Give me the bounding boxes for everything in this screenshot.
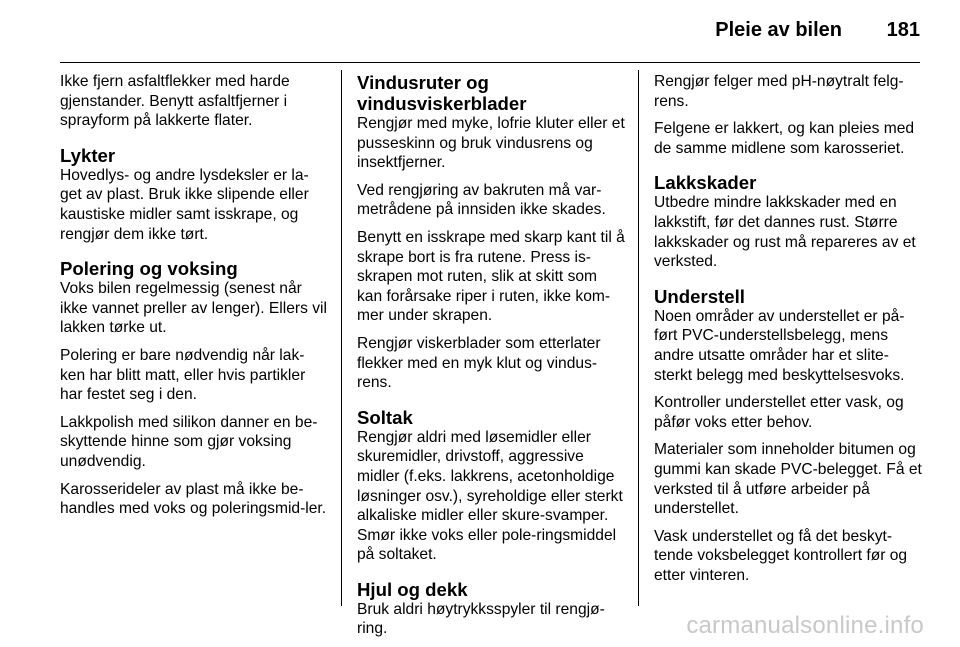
- paragraph: Rengjør felger med pH-nøytralt felg-rens.: [654, 73, 904, 110]
- paragraph: Voks bilen regelmessig (senest når ikke vannet preller av lenger). Ellers vil lakken tørke ut.: [60, 280, 327, 337]
- column-divider-1: [341, 70, 342, 606]
- paragraph: Kontroller understellet etter vask, og påfør voks etter behov.: [654, 394, 904, 431]
- section-lykter: [60, 145, 328, 244]
- section-lakkskader: [654, 172, 924, 271]
- paragraph: Rengjør med myke, lofrie kluter eller et pusseskinn og bruk vindusrens og insektfjerner.: [357, 115, 625, 172]
- section-soltak: [357, 407, 625, 565]
- paragraph: Utbedre mindre lakkskader med en lakkstift, før det dannes rust. Større lakkskader og rust må repareres av et verksted.: [654, 194, 916, 271]
- section-heading: Lakkskader: [654, 172, 757, 194]
- paragraph: Vask understellet og få det beskyt-tende voksbelegget kontrollert før og etter vinteren.: [654, 527, 908, 584]
- paragraph: Ikke fjern asfaltflekker med harde gjenstander. Benytt asfaltfjerner i sprayform på lakkerte flater.: [60, 73, 290, 130]
- paragraph: Polering er bare nødvendig når lak-ken har blitt matt, eller hvis partikler har festet seg i den.: [60, 346, 306, 404]
- page-number: 181: [886, 19, 920, 41]
- column-3: [654, 72, 924, 593]
- section-heading: Hjul og dekk: [357, 578, 468, 600]
- section-intro: [60, 72, 328, 131]
- paragraph: Lakkpolish med silikon danner en be-skyttende hinne som gjør voksing unødvendig.: [60, 413, 318, 470]
- paragraph: Materialer som inneholder bitumen og gummi kan skade PVC-belegget. Få et verksted til å utføre arbeider på understellet.: [654, 441, 922, 518]
- column-2: [357, 72, 625, 647]
- paragraph: Rengjør viskerblader som etterlater flekker med en myk klut og vindus-rens.: [357, 334, 601, 392]
- section-heading: Soltak: [357, 406, 413, 428]
- section-heading: Understell: [654, 285, 745, 307]
- watermark-text: carmanualsonline.info: [686, 612, 924, 639]
- section-polering: [60, 258, 328, 519]
- page-header: [60, 0, 920, 63]
- section-hjul: [357, 579, 625, 639]
- column-divider-2: [638, 70, 639, 606]
- section-felger: [654, 72, 924, 158]
- paragraph: Ved rengjøring av bakruten må var-metrådene på innsiden ikke skades.: [357, 181, 606, 219]
- heading-line: vindusviskerblader: [357, 93, 527, 114]
- section-heading: Polering og voksing: [60, 258, 238, 280]
- section-vindusruter: [357, 72, 625, 393]
- paragraph: Rengjør aldri med løsemidler eller skuremidler, drivstoff, aggressive midler (f.eks. lakkrens, acetonholdige løsninger osv.), syreholdige eller sterkt alkaliske midler eller skure-svamper. Smør ikke voks eller pole-ringsmiddel på soltaket.: [357, 428, 623, 564]
- section-understell: [654, 286, 924, 586]
- page-title: Pleie av bilen: [715, 19, 842, 41]
- section-heading: Lykter: [60, 144, 116, 166]
- paragraph: Hovedlys- og andre lysdeksler er la-get av plast. Bruk ikke slipende eller kaustiske midler samt isskrape, og rengjør dem ikke tørt.: [60, 166, 309, 243]
- paragraph: Karosserideler av plast må ikke be-handles med voks og poleringsmid-ler.: [60, 480, 327, 518]
- paragraph: Noen områder av understellet er på-ført PVC-understellsbelegg, mens andre utsatte områder har et slite-sterkt belegg med beskyttelsesvoks.: [654, 307, 905, 384]
- heading-line: Vindusruter og: [357, 72, 489, 93]
- paragraph: Benytt en isskrape med skarp kant til å skrape bort is fra rutene. Press is-skrapen mot ruten, slik at skitt som kan forårsake riper i ruten, ikke kom-mer under skrapen.: [357, 228, 625, 325]
- column-1: [60, 72, 328, 527]
- section-heading: [357, 72, 625, 114]
- paragraph: Felgene er lakkert, og kan pleies med de samme midlene som karosseriet.: [654, 120, 915, 157]
- paragraph: Bruk aldri høytrykksspyler til rengjø-ring.: [357, 600, 605, 638]
